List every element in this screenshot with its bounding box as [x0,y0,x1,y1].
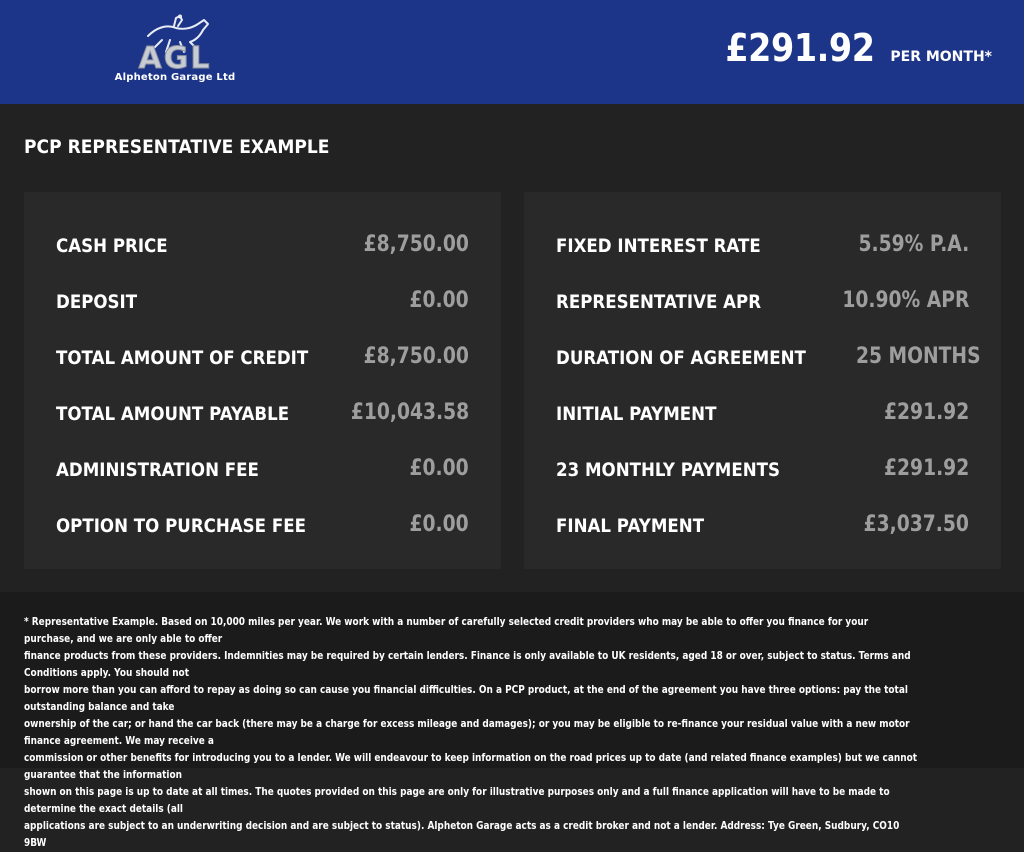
finance-row [56,272,469,328]
row-label: ADMINISTRATION FEE [56,459,259,481]
disclaimer-line: commission or other benefits for introducing you to a lender. We will endeavour to keep information on the road prices up to date (and related finance examples) but we cannot guarantee that the information [24,752,917,781]
row-value: £0.00 [409,511,469,537]
row-label: REPRESENTATIVE APR [556,291,762,313]
row-label: FINAL PAYMENT [556,515,705,537]
row-value: £3,037.50 [863,511,969,537]
price-suffix: PER MONTH* [890,49,992,65]
row-value: £0.00 [409,455,469,481]
row-label: DEPOSIT [56,291,138,313]
row-value: 10.90% APR [842,287,969,313]
row-label: OPTION TO PURCHASE FEE [56,515,306,537]
disclaimer-line: finance products from these providers. Indemnities may be required by certain lenders. Finance is only available to UK residents, aged 18 or over, subject to status. Terms and Conditions apply. You should not [24,650,911,679]
disclaimer-text [24,614,918,852]
row-value: 25 MONTHS [855,343,981,369]
row-value: £0.00 [409,287,469,313]
finance-details-panel-left [24,192,501,569]
disclaimer-line: borrow more than you can afford to repay as doing so can cause you financial difficulties. On a PCP product, at the end of the agreement you have three options: pay the total outstanding balance and take [24,684,908,713]
row-value: £8,750.00 [363,343,469,369]
disclaimer-line: applications are subject to an underwriting decision and are subject to status). Alpheton Garage acts as a credit broker and not a lender. Address: Tye Green, Sudbury, CO10 9BW [24,820,900,849]
finance-row [556,384,969,440]
header-bar [0,0,1024,104]
row-value: £291.92 [883,399,969,425]
finance-row [56,384,469,440]
finance-row [56,496,469,552]
monthly-price [705,26,992,76]
row-label: FIXED INTEREST RATE [556,235,761,257]
disclaimer-line: * Representative Example. Based on 10,000 miles per year. We work with a number of carefully selected credit providers who may be able to offer you finance for your purchase, and we are only able to offer [24,616,869,645]
disclaimer-line: ownership of the car; or hand the car back (there may be a charge for excess mileage and damages); or you may be eligible to re-finance your residual value with a new motor finance agreement. We may receive a [24,718,910,747]
finance-details-panel-right [524,192,1001,569]
finance-row [56,328,469,384]
finance-row [556,328,981,384]
price-amount: £291.92 [725,26,875,70]
finance-row [556,440,969,496]
row-label: CASH PRICE [56,235,168,257]
row-label: 23 MONTHLY PAYMENTS [556,459,781,481]
row-label: TOTAL AMOUNT PAYABLE [56,403,290,425]
logo-letters: AGL [138,41,212,76]
finance-row [556,496,969,552]
row-label: DURATION OF AGREEMENT [556,347,806,369]
row-value: £8,750.00 [363,231,469,257]
company-logo[interactable] [100,14,250,88]
finance-row [56,440,469,496]
logo-company-name: Alpheton Garage Ltd [114,72,236,83]
row-value: 5.59% P.A. [858,231,969,257]
finance-row [556,216,969,272]
row-label: TOTAL AMOUNT OF CREDIT [56,347,309,369]
section-title: PCP REPRESENTATIVE EXAMPLE [24,136,330,158]
row-value: £10,043.58 [350,399,469,425]
horse-and-rider-icon [100,14,250,74]
disclaimer-line: shown on this page is up to date at all times. The quotes provided on this page are only for illustrative purposes only and a full finance application will have to be made to determine the exact details (all [24,786,890,815]
finance-row [556,272,969,328]
row-value: £291.92 [883,455,969,481]
row-label: INITIAL PAYMENT [556,403,717,425]
finance-row [56,216,469,272]
